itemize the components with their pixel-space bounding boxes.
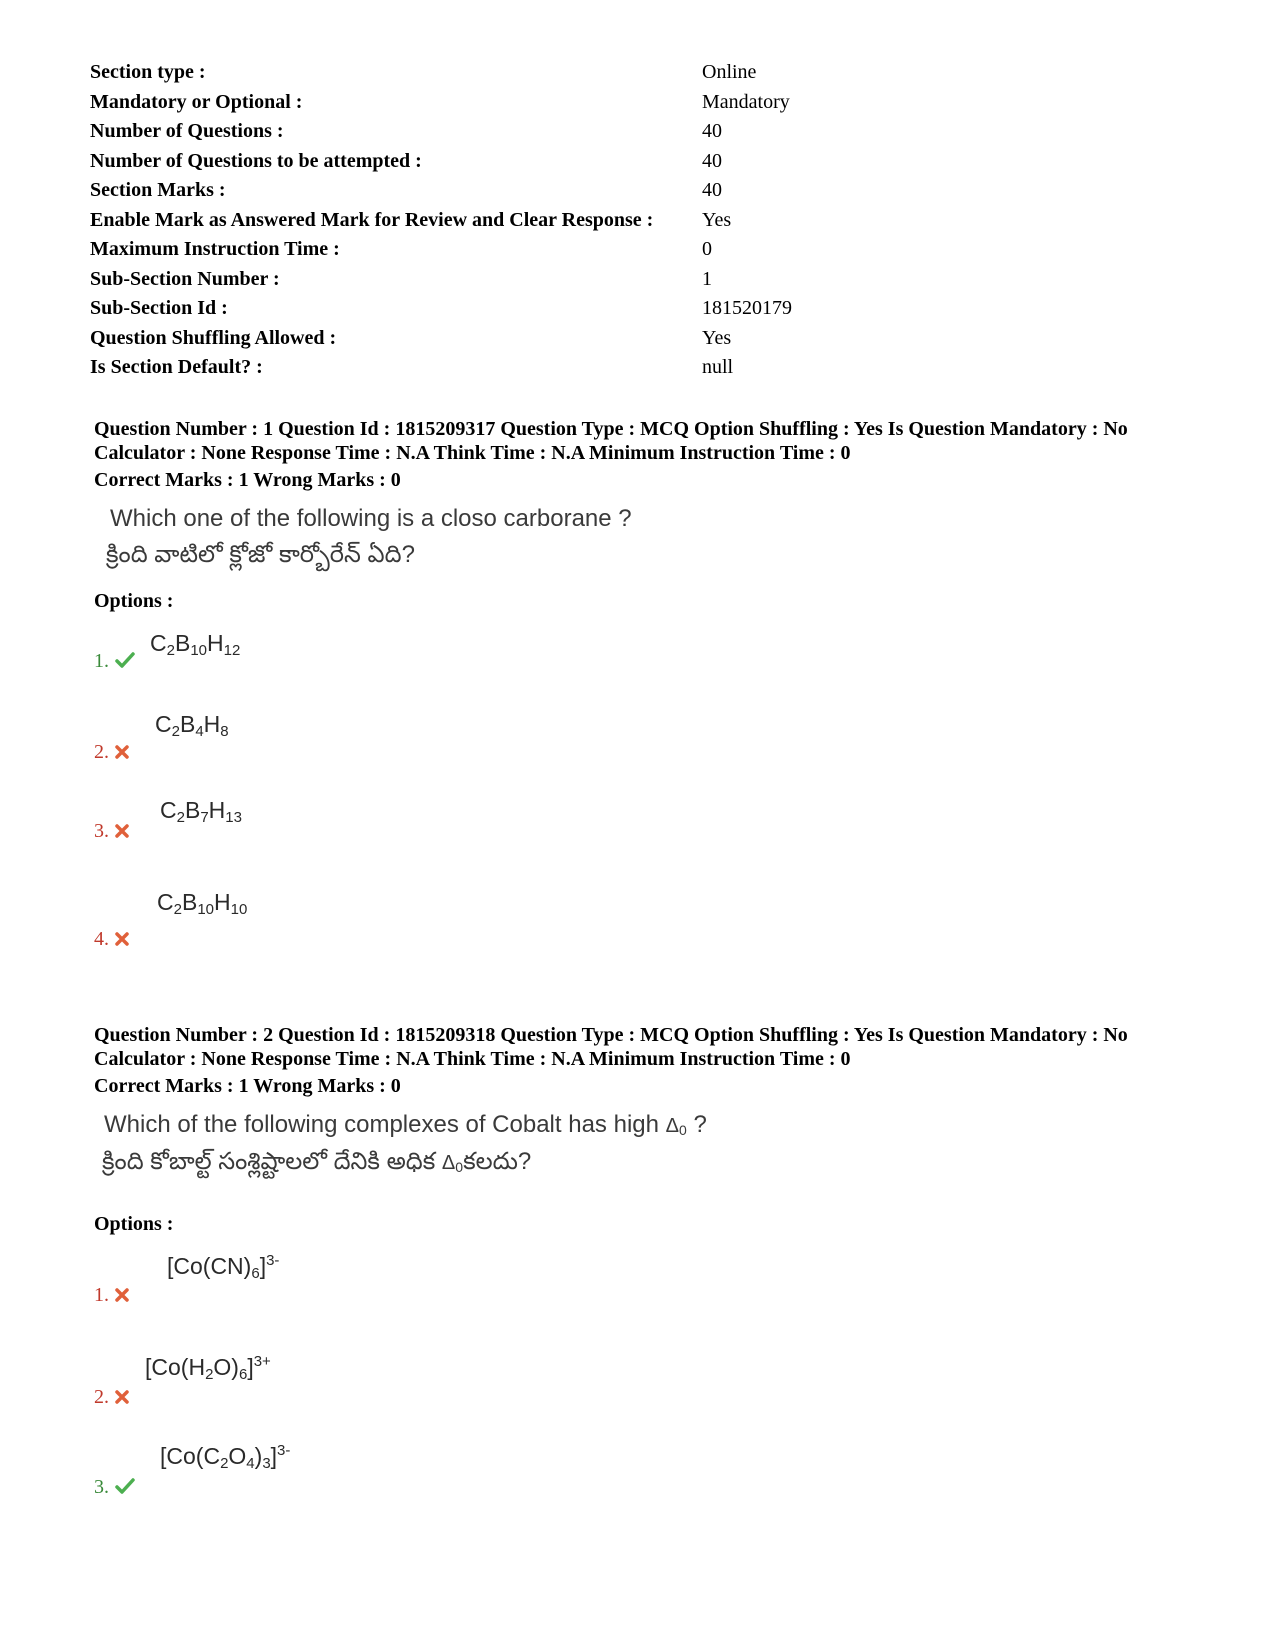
question-2-header: Question Number : 2 Question Id : 1815209318 Question Type : MCQ Option Shuffling : Yes Is Question Mandatory : No Calculator : None Response Time : N.A Think Time : N.A Minimum Instruction Time : 0 bbox=[94, 1024, 1128, 1070]
question-1-option-1[interactable] bbox=[94, 650, 135, 674]
meta-row bbox=[90, 235, 792, 265]
meta-value: 1 bbox=[702, 267, 712, 290]
meta-key: Number of Questions : bbox=[90, 120, 284, 143]
delta-symbol: $\Delta_0$ bbox=[441, 1152, 464, 1175]
question-1-option-4[interactable] bbox=[94, 928, 129, 952]
question-1-option-4-formula: $C_2B_{10}H_{10}$ bbox=[157, 889, 248, 918]
question-text: క్రింది కోబాల్ట్ సంశ్లిష్టాలలో దేనికి అధిక bbox=[102, 1148, 436, 1175]
check-icon bbox=[115, 1477, 135, 1500]
question-text-tail: కలదు? bbox=[463, 1148, 532, 1175]
question-2-option-1[interactable] bbox=[94, 1284, 129, 1308]
question-1-option-3[interactable] bbox=[94, 820, 129, 844]
option-number: 3. bbox=[94, 1476, 109, 1498]
meta-key: Section Marks : bbox=[90, 179, 226, 202]
question-2-text-english bbox=[104, 1108, 707, 1147]
meta-key: Sub-Section Number : bbox=[90, 267, 280, 290]
meta-value: Yes bbox=[702, 208, 732, 231]
meta-value: 181520179 bbox=[702, 297, 792, 320]
meta-row bbox=[90, 58, 792, 88]
meta-value: 40 bbox=[702, 179, 722, 202]
meta-value: Online bbox=[702, 61, 757, 84]
meta-key: Question Shuffling Allowed : bbox=[90, 326, 337, 349]
question-2-option-1-formula: $[Co(CN)_6]^{3-}$ bbox=[167, 1252, 280, 1282]
question-1-option-3-formula: $C_2B_7H_{13}$ bbox=[160, 797, 242, 826]
question-1-option-1-formula: $C_2B_{10}H_{12}$ bbox=[150, 630, 241, 659]
question-text-tail: ? bbox=[693, 1111, 707, 1138]
meta-value: null bbox=[702, 356, 734, 379]
option-number: 1. bbox=[94, 1284, 109, 1306]
option-number: 1. bbox=[94, 650, 109, 672]
cross-icon bbox=[115, 1387, 129, 1410]
cross-icon bbox=[115, 742, 129, 765]
question-2-text-telugu bbox=[102, 1145, 531, 1184]
delta-symbol: $\Delta_0$ bbox=[665, 1115, 687, 1138]
question-1-option-2-formula: $C_2B_4H_8$ bbox=[155, 711, 229, 740]
check-icon bbox=[115, 651, 135, 674]
meta-key: Mandatory or Optional : bbox=[90, 90, 303, 113]
meta-key: Number of Questions to be attempted : bbox=[90, 149, 422, 172]
question-1-options-label: Options : bbox=[94, 590, 174, 612]
question-2-option-2-formula: $[Co(H_2O)_6]^{3+}$ bbox=[145, 1353, 271, 1383]
meta-row bbox=[90, 324, 792, 354]
option-number: 2. bbox=[94, 1386, 109, 1408]
question-1-text-english: Which one of the following is a closo carborane ? bbox=[110, 505, 632, 532]
option-number: 3. bbox=[94, 820, 109, 842]
meta-key: Enable Mark as Answered Mark for Review and Clear Response : bbox=[90, 208, 654, 231]
question-1-header: Question Number : 1 Question Id : 1815209317 Question Type : MCQ Option Shuffling : Yes Is Question Mandatory : No Calculator : None Response Time : N.A Think Time : N.A Minimum Instruction Time : 0 bbox=[94, 418, 1128, 464]
meta-value: 40 bbox=[702, 149, 722, 172]
cross-icon bbox=[115, 1285, 129, 1308]
cross-icon bbox=[115, 929, 129, 952]
meta-row bbox=[90, 88, 792, 118]
meta-key: Section type : bbox=[90, 61, 206, 84]
question-1-marks: Correct Marks : 1 Wrong Marks : 0 bbox=[94, 469, 401, 491]
meta-row bbox=[90, 117, 792, 147]
question-2-marks: Correct Marks : 1 Wrong Marks : 0 bbox=[94, 1075, 401, 1097]
question-2-option-2[interactable] bbox=[94, 1386, 129, 1410]
meta-value: Yes bbox=[702, 326, 732, 349]
question-1-text-telugu: క్రింది వాటిలో క్లోజో కార్బోరేన్ ఏది? bbox=[106, 541, 415, 568]
question-2-option-3[interactable] bbox=[94, 1476, 135, 1500]
meta-value: 0 bbox=[702, 238, 712, 261]
section-meta-table bbox=[90, 58, 792, 383]
meta-row bbox=[90, 353, 792, 383]
meta-value: 40 bbox=[702, 120, 722, 143]
question-1-option-2[interactable] bbox=[94, 741, 129, 765]
meta-row bbox=[90, 265, 792, 295]
meta-key: Maximum Instruction Time : bbox=[90, 238, 340, 261]
question-text: Which of the following complexes of Cobalt has high bbox=[104, 1111, 659, 1138]
question-2-options-label: Options : bbox=[94, 1213, 174, 1235]
meta-key: Sub-Section Id : bbox=[90, 297, 228, 320]
meta-row bbox=[90, 176, 792, 206]
meta-key: Is Section Default? : bbox=[90, 356, 263, 379]
option-number: 4. bbox=[94, 928, 109, 950]
meta-row bbox=[90, 147, 792, 177]
option-number: 2. bbox=[94, 741, 109, 763]
meta-row bbox=[90, 294, 792, 324]
meta-row bbox=[90, 206, 792, 236]
cross-icon bbox=[115, 821, 129, 844]
question-2-option-3-formula: $[Co(C_2O_4)_3]^{3-}$ bbox=[160, 1442, 291, 1472]
meta-value: Mandatory bbox=[702, 90, 790, 113]
